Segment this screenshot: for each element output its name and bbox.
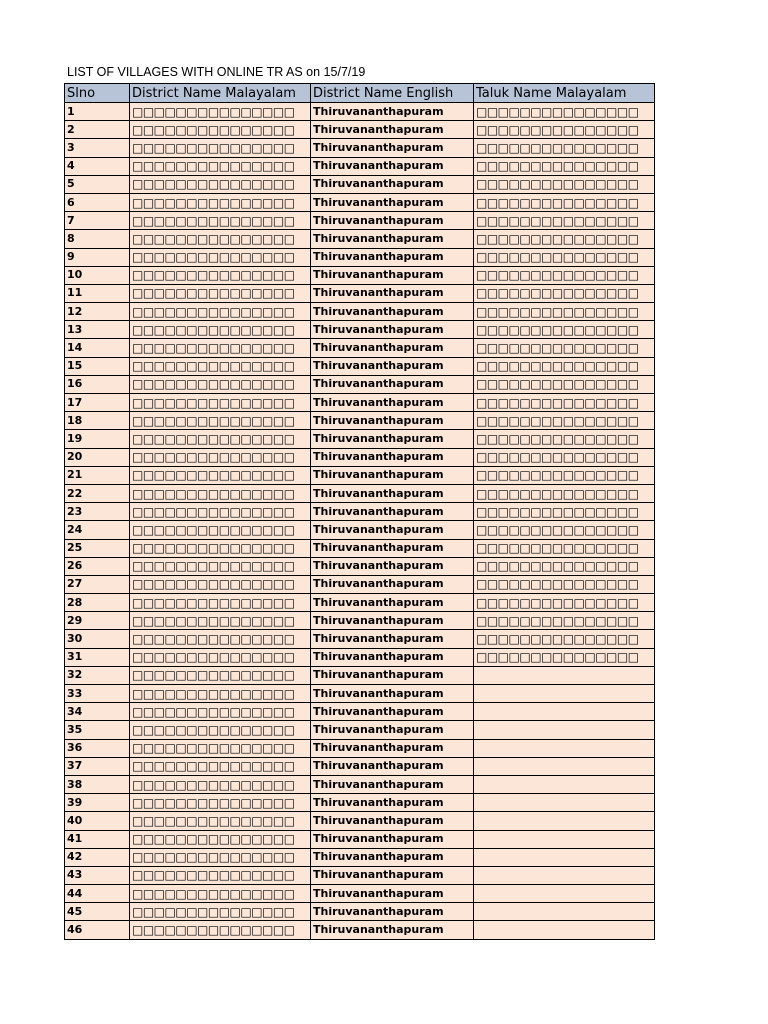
cell-district-malayalam[interactable]: □□□□□□□□□□□□□□□	[130, 685, 311, 703]
cell-district-english[interactable]: Thiruvananthapuram	[311, 539, 474, 557]
table-row	[65, 575, 655, 593]
cell-district-english[interactable]: Thiruvananthapuram	[311, 739, 474, 757]
cell-district-english[interactable]: Thiruvananthapuram	[311, 357, 474, 375]
cell-slno[interactable]: 14	[65, 339, 130, 357]
cell-slno[interactable]: 1	[65, 103, 130, 121]
cell-district-english[interactable]: Thiruvananthapuram	[311, 212, 474, 230]
cell-taluk-malayalam[interactable]	[474, 866, 655, 884]
table-row	[65, 539, 655, 557]
table-row	[65, 303, 655, 321]
cell-district-malayalam[interactable]: □□□□□□□□□□□□□□□	[130, 303, 311, 321]
table-row	[65, 830, 655, 848]
cell-district-malayalam[interactable]: □□□□□□□□□□□□□□□	[130, 375, 311, 393]
cell-district-malayalam[interactable]: □□□□□□□□□□□□□□□	[130, 703, 311, 721]
cell-slno[interactable]: 15	[65, 357, 130, 375]
cell-taluk-malayalam[interactable]	[474, 885, 655, 903]
cell-district-english[interactable]: Thiruvananthapuram	[311, 503, 474, 521]
table-row	[65, 594, 655, 612]
cell-taluk-malayalam[interactable]: □□□□□□□□□□□□□□□	[474, 248, 655, 266]
table-row	[65, 248, 655, 266]
cell-district-english[interactable]: Thiruvananthapuram	[311, 648, 474, 666]
table-row	[65, 612, 655, 630]
table-row	[65, 139, 655, 157]
cell-district-english[interactable]: Thiruvananthapuram	[311, 866, 474, 884]
cell-district-english[interactable]: Thiruvananthapuram	[311, 157, 474, 175]
cell-taluk-malayalam[interactable]: □□□□□□□□□□□□□□□	[474, 357, 655, 375]
cell-taluk-malayalam[interactable]: □□□□□□□□□□□□□□□	[474, 630, 655, 648]
cell-taluk-malayalam[interactable]: □□□□□□□□□□□□□□□	[474, 157, 655, 175]
cell-slno[interactable]: 39	[65, 794, 130, 812]
cell-taluk-malayalam[interactable]: □□□□□□□□□□□□□□□	[474, 193, 655, 211]
cell-taluk-malayalam[interactable]: □□□□□□□□□□□□□□□	[474, 284, 655, 302]
cell-slno[interactable]: 19	[65, 430, 130, 448]
cell-district-english[interactable]: Thiruvananthapuram	[311, 284, 474, 302]
cell-taluk-malayalam[interactable]	[474, 666, 655, 684]
cell-district-english[interactable]: Thiruvananthapuram	[311, 248, 474, 266]
cell-slno[interactable]: 30	[65, 630, 130, 648]
cell-taluk-malayalam[interactable]	[474, 794, 655, 812]
table-row	[65, 212, 655, 230]
cell-district-malayalam[interactable]: □□□□□□□□□□□□□□□	[130, 157, 311, 175]
cell-district-malayalam[interactable]: □□□□□□□□□□□□□□□	[130, 721, 311, 739]
cell-slno[interactable]: 20	[65, 448, 130, 466]
cell-district-malayalam[interactable]: □□□□□□□□□□□□□□□	[130, 594, 311, 612]
cell-taluk-malayalam[interactable]	[474, 812, 655, 830]
cell-district-malayalam[interactable]: □□□□□□□□□□□□□□□	[130, 866, 311, 884]
cell-district-english[interactable]: Thiruvananthapuram	[311, 375, 474, 393]
cell-slno[interactable]: 12	[65, 303, 130, 321]
cell-district-english[interactable]: Thiruvananthapuram	[311, 757, 474, 775]
cell-slno[interactable]: 31	[65, 648, 130, 666]
cell-district-malayalam[interactable]: □□□□□□□□□□□□□□□	[130, 266, 311, 284]
cell-district-malayalam[interactable]: □□□□□□□□□□□□□□□	[130, 193, 311, 211]
cell-district-english[interactable]: Thiruvananthapuram	[311, 921, 474, 939]
cell-district-malayalam[interactable]: □□□□□□□□□□□□□□□	[130, 885, 311, 903]
table-row	[65, 430, 655, 448]
cell-district-english[interactable]: Thiruvananthapuram	[311, 448, 474, 466]
table-row	[65, 230, 655, 248]
cell-slno[interactable]: 2	[65, 121, 130, 139]
cell-slno[interactable]: 17	[65, 394, 130, 412]
cell-taluk-malayalam[interactable]: □□□□□□□□□□□□□□□	[474, 339, 655, 357]
header-taluk-malayalam[interactable]: Taluk Name Malayalam	[474, 84, 655, 103]
table-row	[65, 666, 655, 684]
table-row	[65, 721, 655, 739]
table-row	[65, 357, 655, 375]
cell-taluk-malayalam[interactable]	[474, 703, 655, 721]
cell-district-english[interactable]: Thiruvananthapuram	[311, 594, 474, 612]
table-row	[65, 375, 655, 393]
cell-slno[interactable]: 6	[65, 193, 130, 211]
table-row	[65, 339, 655, 357]
cell-slno[interactable]: 8	[65, 230, 130, 248]
cell-taluk-malayalam[interactable]	[474, 921, 655, 939]
cell-district-malayalam[interactable]: □□□□□□□□□□□□□□□	[130, 466, 311, 484]
cell-district-malayalam[interactable]: □□□□□□□□□□□□□□□	[130, 103, 311, 121]
cell-slno[interactable]: 5	[65, 175, 130, 193]
table-row	[65, 394, 655, 412]
cell-slno[interactable]: 9	[65, 248, 130, 266]
cell-slno[interactable]: 37	[65, 757, 130, 775]
cell-slno[interactable]: 24	[65, 521, 130, 539]
cell-district-english[interactable]: Thiruvananthapuram	[311, 230, 474, 248]
cell-district-english[interactable]: Thiruvananthapuram	[311, 685, 474, 703]
cell-district-english[interactable]: Thiruvananthapuram	[311, 794, 474, 812]
cell-taluk-malayalam[interactable]	[474, 757, 655, 775]
cell-district-malayalam[interactable]: □□□□□□□□□□□□□□□	[130, 175, 311, 193]
cell-district-malayalam[interactable]: □□□□□□□□□□□□□□□	[130, 139, 311, 157]
table-row	[65, 703, 655, 721]
cell-district-english[interactable]: Thiruvananthapuram	[311, 484, 474, 502]
table-row	[65, 848, 655, 866]
table-row	[65, 321, 655, 339]
cell-district-english[interactable]: Thiruvananthapuram	[311, 175, 474, 193]
cell-taluk-malayalam[interactable]: □□□□□□□□□□□□□□□	[474, 321, 655, 339]
table-row	[65, 557, 655, 575]
cell-district-english[interactable]: Thiruvananthapuram	[311, 193, 474, 211]
cell-taluk-malayalam[interactable]	[474, 739, 655, 757]
table-body	[65, 103, 655, 940]
cell-slno[interactable]: 4	[65, 157, 130, 175]
cell-taluk-malayalam[interactable]: □□□□□□□□□□□□□□□	[474, 484, 655, 502]
cell-taluk-malayalam[interactable]	[474, 721, 655, 739]
table-row	[65, 266, 655, 284]
cell-district-malayalam[interactable]: □□□□□□□□□□□□□□□	[130, 612, 311, 630]
cell-district-malayalam[interactable]: □□□□□□□□□□□□□□□	[130, 230, 311, 248]
cell-district-malayalam[interactable]: □□□□□□□□□□□□□□□	[130, 394, 311, 412]
cell-district-malayalam[interactable]: □□□□□□□□□□□□□□□	[130, 248, 311, 266]
cell-taluk-malayalam[interactable]	[474, 848, 655, 866]
cell-district-malayalam[interactable]: □□□□□□□□□□□□□□□	[130, 666, 311, 684]
table-row	[65, 503, 655, 521]
cell-slno[interactable]: 38	[65, 775, 130, 793]
cell-district-malayalam[interactable]: □□□□□□□□□□□□□□□	[130, 903, 311, 921]
cell-taluk-malayalam[interactable]: □□□□□□□□□□□□□□□	[474, 448, 655, 466]
cell-district-malayalam[interactable]: □□□□□□□□□□□□□□□	[130, 648, 311, 666]
table-row	[65, 466, 655, 484]
cell-taluk-malayalam[interactable]: □□□□□□□□□□□□□□□	[474, 557, 655, 575]
cell-district-malayalam[interactable]: □□□□□□□□□□□□□□□	[130, 284, 311, 302]
cell-district-english[interactable]: Thiruvananthapuram	[311, 848, 474, 866]
cell-slno[interactable]: 34	[65, 703, 130, 721]
cell-district-english[interactable]: Thiruvananthapuram	[311, 830, 474, 848]
cell-taluk-malayalam[interactable]: □□□□□□□□□□□□□□□	[474, 139, 655, 157]
cell-slno[interactable]: 21	[65, 466, 130, 484]
cell-district-malayalam[interactable]: □□□□□□□□□□□□□□□	[130, 557, 311, 575]
cell-district-english[interactable]: Thiruvananthapuram	[311, 103, 474, 121]
cell-district-english[interactable]: Thiruvananthapuram	[311, 303, 474, 321]
cell-slno[interactable]: 29	[65, 612, 130, 630]
table-row	[65, 193, 655, 211]
villages-table	[64, 83, 655, 940]
cell-slno[interactable]: 25	[65, 539, 130, 557]
cell-slno[interactable]: 28	[65, 594, 130, 612]
cell-taluk-malayalam[interactable]: □□□□□□□□□□□□□□□	[474, 503, 655, 521]
cell-district-english[interactable]: Thiruvananthapuram	[311, 394, 474, 412]
cell-district-english[interactable]: Thiruvananthapuram	[311, 666, 474, 684]
cell-slno[interactable]: 40	[65, 812, 130, 830]
table-row	[65, 175, 655, 193]
cell-district-malayalam[interactable]: □□□□□□□□□□□□□□□	[130, 430, 311, 448]
table-row	[65, 157, 655, 175]
cell-taluk-malayalam[interactable]: □□□□□□□□□□□□□□□	[474, 175, 655, 193]
cell-slno[interactable]: 16	[65, 375, 130, 393]
table-row	[65, 757, 655, 775]
cell-taluk-malayalam[interactable]: □□□□□□□□□□□□□□□	[474, 466, 655, 484]
cell-district-english[interactable]: Thiruvananthapuram	[311, 266, 474, 284]
cell-district-malayalam[interactable]: □□□□□□□□□□□□□□□	[130, 503, 311, 521]
cell-district-malayalam[interactable]: □□□□□□□□□□□□□□□	[130, 357, 311, 375]
cell-district-malayalam[interactable]: □□□□□□□□□□□□□□□	[130, 575, 311, 593]
cell-district-malayalam[interactable]: □□□□□□□□□□□□□□□	[130, 794, 311, 812]
cell-taluk-malayalam[interactable]: □□□□□□□□□□□□□□□	[474, 121, 655, 139]
cell-taluk-malayalam[interactable]	[474, 685, 655, 703]
cell-slno[interactable]: 46	[65, 921, 130, 939]
cell-slno[interactable]: 33	[65, 685, 130, 703]
table-row	[65, 775, 655, 793]
header-slno[interactable]: Slno	[65, 84, 130, 103]
table-row	[65, 648, 655, 666]
cell-taluk-malayalam[interactable]	[474, 830, 655, 848]
cell-district-malayalam[interactable]: □□□□□□□□□□□□□□□	[130, 121, 311, 139]
table-row	[65, 412, 655, 430]
cell-slno[interactable]: 45	[65, 903, 130, 921]
cell-district-english[interactable]: Thiruvananthapuram	[311, 721, 474, 739]
page-title: LIST OF VILLAGES WITH ONLINE TR AS on 15/7/19	[67, 65, 366, 79]
cell-slno[interactable]: 32	[65, 666, 130, 684]
table-row	[65, 885, 655, 903]
cell-taluk-malayalam[interactable]: □□□□□□□□□□□□□□□	[474, 303, 655, 321]
cell-taluk-malayalam[interactable]: □□□□□□□□□□□□□□□	[474, 230, 655, 248]
cell-district-english[interactable]: Thiruvananthapuram	[311, 612, 474, 630]
table-row	[65, 685, 655, 703]
cell-district-english[interactable]: Thiruvananthapuram	[311, 339, 474, 357]
cell-slno[interactable]: 18	[65, 412, 130, 430]
cell-taluk-malayalam[interactable]: □□□□□□□□□□□□□□□	[474, 521, 655, 539]
table-row	[65, 866, 655, 884]
cell-taluk-malayalam[interactable]: □□□□□□□□□□□□□□□	[474, 375, 655, 393]
cell-taluk-malayalam[interactable]: □□□□□□□□□□□□□□□	[474, 575, 655, 593]
cell-slno[interactable]: 26	[65, 557, 130, 575]
cell-district-malayalam[interactable]: □□□□□□□□□□□□□□□	[130, 484, 311, 502]
header-district-english[interactable]: District Name English	[311, 84, 474, 103]
cell-slno[interactable]: 7	[65, 212, 130, 230]
header-district-malayalam[interactable]: District Name Malayalam	[130, 84, 311, 103]
cell-district-english[interactable]: Thiruvananthapuram	[311, 575, 474, 593]
cell-slno[interactable]: 42	[65, 848, 130, 866]
cell-slno[interactable]: 22	[65, 484, 130, 502]
cell-slno[interactable]: 13	[65, 321, 130, 339]
cell-district-english[interactable]: Thiruvananthapuram	[311, 121, 474, 139]
cell-district-malayalam[interactable]: □□□□□□□□□□□□□□□	[130, 539, 311, 557]
cell-taluk-malayalam[interactable]: □□□□□□□□□□□□□□□	[474, 412, 655, 430]
cell-district-malayalam[interactable]: □□□□□□□□□□□□□□□	[130, 757, 311, 775]
cell-district-english[interactable]: Thiruvananthapuram	[311, 412, 474, 430]
cell-district-malayalam[interactable]: □□□□□□□□□□□□□□□	[130, 739, 311, 757]
cell-district-english[interactable]: Thiruvananthapuram	[311, 557, 474, 575]
cell-taluk-malayalam[interactable]: □□□□□□□□□□□□□□□	[474, 430, 655, 448]
table-row	[65, 103, 655, 121]
cell-slno[interactable]: 23	[65, 503, 130, 521]
cell-district-english[interactable]: Thiruvananthapuram	[311, 812, 474, 830]
cell-slno[interactable]: 43	[65, 866, 130, 884]
cell-district-english[interactable]: Thiruvananthapuram	[311, 521, 474, 539]
cell-district-english[interactable]: Thiruvananthapuram	[311, 321, 474, 339]
cell-district-english[interactable]: Thiruvananthapuram	[311, 139, 474, 157]
cell-taluk-malayalam[interactable]: □□□□□□□□□□□□□□□	[474, 394, 655, 412]
cell-taluk-malayalam[interactable]: □□□□□□□□□□□□□□□	[474, 539, 655, 557]
table-row	[65, 484, 655, 502]
cell-district-malayalam[interactable]: □□□□□□□□□□□□□□□	[130, 812, 311, 830]
cell-district-english[interactable]: Thiruvananthapuram	[311, 775, 474, 793]
cell-district-english[interactable]: Thiruvananthapuram	[311, 630, 474, 648]
cell-district-malayalam[interactable]: □□□□□□□□□□□□□□□	[130, 212, 311, 230]
cell-slno[interactable]: 27	[65, 575, 130, 593]
cell-slno[interactable]: 36	[65, 739, 130, 757]
cell-district-malayalam[interactable]: □□□□□□□□□□□□□□□	[130, 412, 311, 430]
cell-district-malayalam[interactable]: □□□□□□□□□□□□□□□	[130, 921, 311, 939]
cell-slno[interactable]: 10	[65, 266, 130, 284]
table-row	[65, 630, 655, 648]
cell-district-malayalam[interactable]: □□□□□□□□□□□□□□□	[130, 630, 311, 648]
table-row	[65, 284, 655, 302]
cell-slno[interactable]: 35	[65, 721, 130, 739]
cell-district-english[interactable]: Thiruvananthapuram	[311, 430, 474, 448]
cell-district-malayalam[interactable]: □□□□□□□□□□□□□□□	[130, 448, 311, 466]
table-row	[65, 121, 655, 139]
cell-taluk-malayalam[interactable]: □□□□□□□□□□□□□□□	[474, 212, 655, 230]
table-row	[65, 812, 655, 830]
table-row	[65, 921, 655, 939]
cell-taluk-malayalam[interactable]: □□□□□□□□□□□□□□□	[474, 103, 655, 121]
cell-district-english[interactable]: Thiruvananthapuram	[311, 885, 474, 903]
table-row	[65, 448, 655, 466]
cell-district-malayalam[interactable]: □□□□□□□□□□□□□□□	[130, 775, 311, 793]
cell-taluk-malayalam[interactable]	[474, 775, 655, 793]
table-row	[65, 739, 655, 757]
cell-district-malayalam[interactable]: □□□□□□□□□□□□□□□	[130, 339, 311, 357]
cell-slno[interactable]: 44	[65, 885, 130, 903]
table-row	[65, 794, 655, 812]
cell-district-english[interactable]: Thiruvananthapuram	[311, 903, 474, 921]
cell-slno[interactable]: 3	[65, 139, 130, 157]
cell-taluk-malayalam[interactable]: □□□□□□□□□□□□□□□	[474, 594, 655, 612]
cell-district-malayalam[interactable]: □□□□□□□□□□□□□□□	[130, 848, 311, 866]
table-row	[65, 903, 655, 921]
table-row	[65, 521, 655, 539]
cell-district-malayalam[interactable]: □□□□□□□□□□□□□□□	[130, 321, 311, 339]
cell-slno[interactable]: 41	[65, 830, 130, 848]
cell-taluk-malayalam[interactable]: □□□□□□□□□□□□□□□	[474, 612, 655, 630]
cell-slno[interactable]: 11	[65, 284, 130, 302]
cell-district-malayalam[interactable]: □□□□□□□□□□□□□□□	[130, 830, 311, 848]
cell-district-malayalam[interactable]: □□□□□□□□□□□□□□□	[130, 521, 311, 539]
header-row	[65, 84, 655, 103]
cell-taluk-malayalam[interactable]: □□□□□□□□□□□□□□□	[474, 648, 655, 666]
cell-district-english[interactable]: Thiruvananthapuram	[311, 466, 474, 484]
cell-taluk-malayalam[interactable]	[474, 903, 655, 921]
cell-district-english[interactable]: Thiruvananthapuram	[311, 703, 474, 721]
cell-taluk-malayalam[interactable]: □□□□□□□□□□□□□□□	[474, 266, 655, 284]
